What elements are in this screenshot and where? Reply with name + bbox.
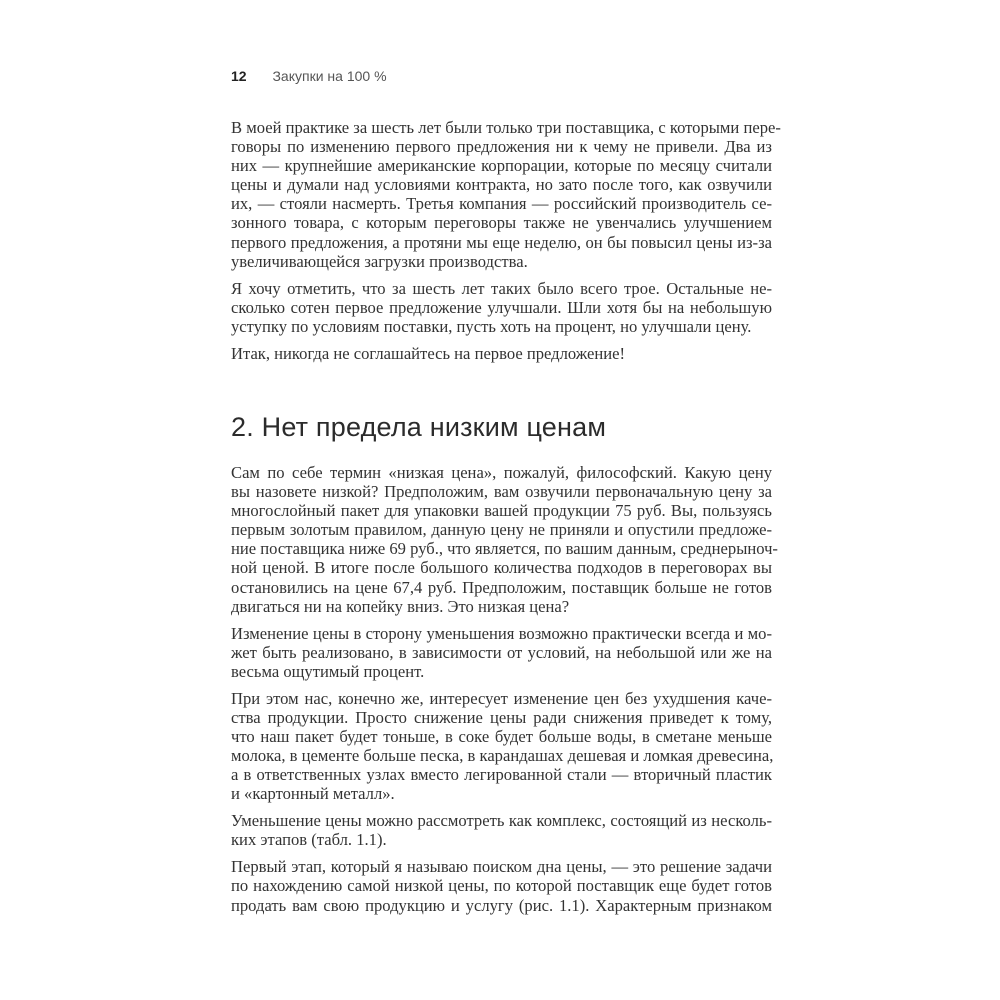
- paragraph: [231, 279, 772, 336]
- text-line: ких этапов (табл. 1.1).: [231, 830, 387, 850]
- text-line: жет быть реализовано, в зависимости от условий, на небольшой или же на: [231, 642, 772, 662]
- text-line: продать вам свою продукцию и услугу (рис. 1.1). Характерным признаком: [231, 895, 772, 915]
- text-line: Уменьшение цены можно рассмотреть как комплекс, состоящий из несколь-: [231, 811, 772, 831]
- section-1-body: [231, 118, 781, 371]
- text-line: молока, в цементе больше песка, в карандашах дешевая и ломкая древесина,: [231, 746, 774, 766]
- running-title: Закупки на 100 %: [272, 68, 387, 84]
- paragraph: [231, 344, 772, 363]
- text-line: вы назовете низкой? Предположим, вам озвучили первоначальную цену за: [231, 482, 772, 502]
- text-line: весьма ощутимый процент.: [231, 661, 425, 681]
- text-line: В моей практике за шесть лет были только три поставщика, с которыми пере-: [231, 118, 781, 137]
- text-line: первого предложения, а протяни мы еще неделю, он бы повысил цены из-за: [231, 232, 772, 252]
- text-line: ние поставщика ниже 69 руб., что является, по вашим данным, среднерыноч-: [231, 539, 778, 559]
- text-line: цены и думали над условиями контракта, но зато после того, как озвучили: [231, 175, 772, 195]
- paragraph: [231, 118, 781, 271]
- running-header: [231, 68, 387, 84]
- paragraph: [231, 811, 772, 849]
- text-line: уступку по условиям поставки, пусть хоть на процент, но улучшали цену.: [231, 316, 752, 336]
- text-line: многослойный пакет для упаковки вашей продукции 75 руб. Вы, пользуясь: [231, 501, 772, 521]
- text-line: по нахождению самой низкой цены, по которой поставщик еще будет готов: [231, 876, 772, 896]
- text-line: Изменение цены в сторону уменьшения возможно практически всегда и мо-: [231, 623, 772, 643]
- paragraph: [231, 463, 778, 616]
- text-line: что наш пакет будет тоньше, в соке будет больше воды, в сметане меньше: [231, 727, 772, 746]
- page-number: 12: [231, 68, 247, 84]
- text-line: зонного товара, с которым переговоры также не увенчались улучшением: [231, 213, 772, 233]
- text-line: первым золотым правилом, данную цену не приняли и опустили предложе-: [231, 520, 772, 540]
- text-line: остановились на цене 67,4 руб. Предположим, поставщик больше не готов: [231, 577, 772, 597]
- text-line: говоры по изменению первого предложения ни к чему не привели. Два из: [231, 137, 772, 157]
- text-line: сколько сотен первое предложение улучшали. Шли хотя бы на небольшую: [231, 297, 772, 317]
- text-line: их, — стояли насмерть. Третья компания — российский производитель се-: [231, 194, 772, 214]
- text-line: а в ответственных узлах вместо легированной стали — вторичный пластик: [231, 765, 772, 785]
- text-line: двигаться ни на копейку вниз. Это низкая цена?: [231, 596, 570, 616]
- text-line: Сам по себе термин «низкая цена», пожалуй, философский. Какую цену: [231, 463, 772, 482]
- text-line: Первый этап, который я называю поиском дна цены, — это решение задачи: [231, 857, 772, 877]
- text-line: Я хочу отметить, что за шесть лет таких было всего трое. Остальные не-: [231, 278, 772, 298]
- paragraph: [231, 624, 772, 681]
- text-line: них — крупнейшие американские корпорации, которые по месяцу считали: [231, 156, 772, 176]
- text-line: При этом нас, конечно же, интересует изменение цен без ухудшения каче-: [231, 688, 772, 708]
- section-2-body: [231, 463, 778, 923]
- paragraph: [231, 689, 772, 804]
- text-line: и «картонный металл».: [231, 784, 395, 804]
- paragraph: [231, 857, 772, 914]
- text-line: Итак, никогда не соглашайтесь на первое предложение!: [231, 343, 626, 363]
- text-line: ства продукции. Просто снижение цены ради снижения приведет к тому,: [231, 707, 772, 727]
- text-line: увеличивающейся загрузки производства.: [231, 251, 528, 271]
- section-heading: 2. Нет предела низким ценам: [231, 412, 607, 442]
- text-line: ной ценой. В итоге после большого количества подходов в переговорах вы: [231, 558, 772, 578]
